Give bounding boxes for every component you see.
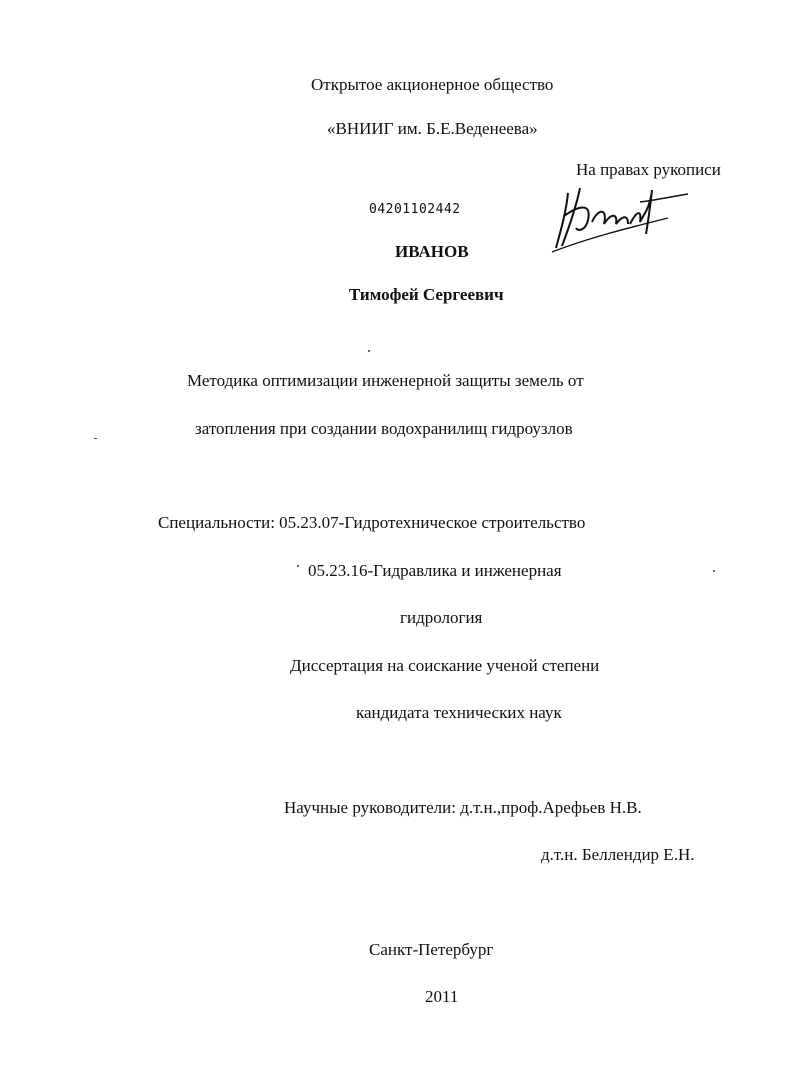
supervisors-line1: Научные руководители: д.т.н.,проф.Арефьев Н.В. <box>284 798 642 817</box>
dissertation-line2: кандидата технических наук <box>356 703 562 722</box>
specialties-line2: 05.23.16-Гидравлика и инженерная <box>308 561 562 580</box>
scan-speck <box>368 350 370 352</box>
dissertation-line1: Диссертация на соискание ученой степени <box>290 656 600 675</box>
scan-speck <box>713 570 715 572</box>
signature <box>548 178 698 258</box>
thesis-title-line2: затопления при создании водохранилищ гидроузлов <box>195 419 573 438</box>
institute-name: «ВНИИГ им. Б.Е.Веденеева» <box>327 119 538 138</box>
year: 2011 <box>425 987 459 1006</box>
author-surname: ИВАНОВ <box>395 242 469 261</box>
city: Санкт-Петербург <box>369 940 494 959</box>
organization-name: Открытое акционерное общество <box>311 75 554 94</box>
scan-speck <box>297 565 299 567</box>
author-name: Тимофей Сергеевич <box>349 285 504 304</box>
specialties-line3: гидрология <box>400 608 483 627</box>
thesis-title-line1: Методика оптимизации инженерной защиты земель от <box>187 371 584 390</box>
registration-number: 04201102442 <box>369 202 461 217</box>
specialties-line1: Специальности: 05.23.07-Гидротехническое строительство <box>158 513 586 532</box>
manuscript-rights-note: На правах рукописи <box>576 160 721 179</box>
scan-speck <box>94 438 97 439</box>
supervisors-line2: д.т.н. Беллендир Е.Н. <box>541 845 695 864</box>
